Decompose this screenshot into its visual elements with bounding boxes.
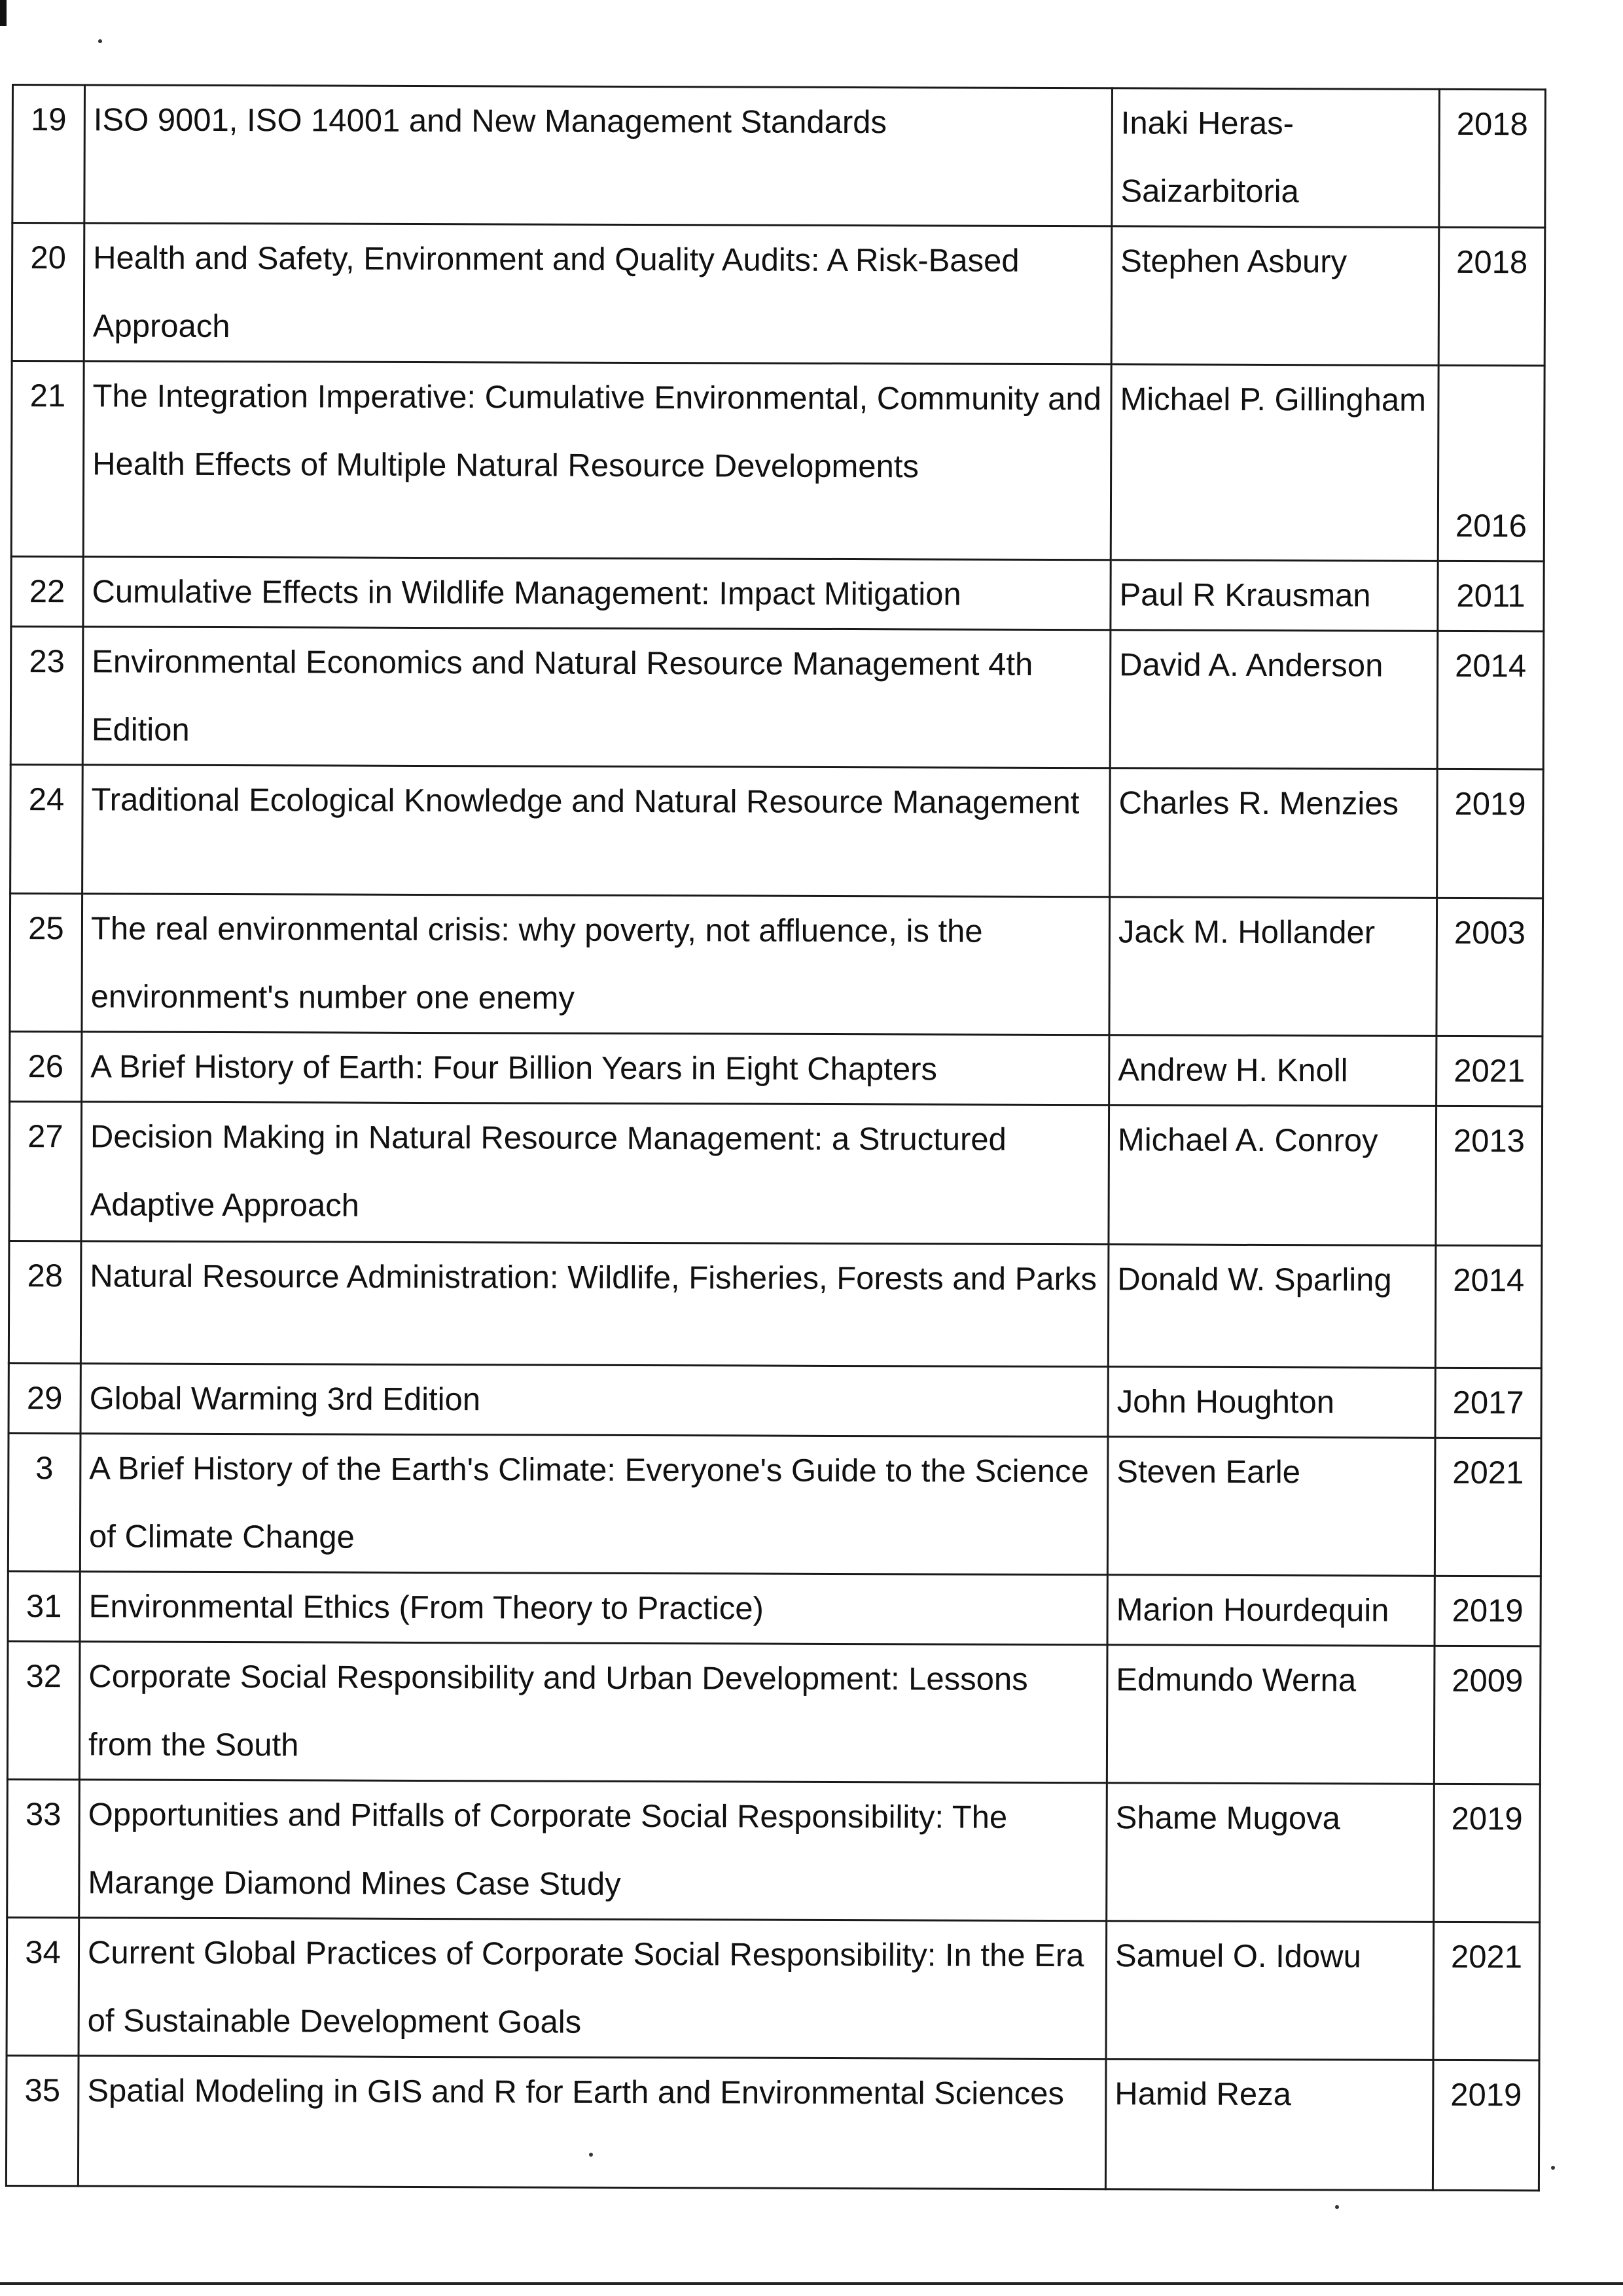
row-number: 20	[12, 223, 84, 361]
book-author: Shame Mugova	[1107, 1783, 1435, 1922]
book-author: Andrew H. Knoll	[1109, 1035, 1436, 1106]
book-year: 2003	[1436, 898, 1543, 1036]
book-title: Global Warming 3rd Edition	[80, 1364, 1108, 1437]
table-row	[7, 1641, 1541, 1784]
row-number: 24	[10, 764, 83, 893]
table-row	[10, 764, 1544, 898]
scan-speck	[589, 2153, 593, 2157]
table-row	[12, 223, 1545, 366]
book-year: 2018	[1439, 89, 1546, 228]
book-year: 2019	[1433, 2060, 1539, 2191]
book-year: 2021	[1435, 1438, 1541, 1576]
row-number: 19	[12, 85, 85, 223]
book-title: A Brief History of the Earth's Climate: Everyone's Guide to the Science of Climate Change	[80, 1434, 1108, 1575]
row-number: 21	[11, 361, 84, 557]
table-row	[10, 893, 1543, 1036]
book-title: Environmental Economics and Natural Resource Management 4th Edition	[82, 627, 1111, 768]
table-row	[9, 1363, 1541, 1438]
table-row	[8, 1571, 1541, 1646]
row-number: 32	[7, 1641, 80, 1779]
book-author: Paul R Krausman	[1111, 560, 1438, 631]
row-number: 26	[10, 1031, 82, 1101]
row-number: 23	[10, 627, 83, 765]
row-number: 31	[8, 1571, 80, 1641]
book-author: Jack M. Hollander	[1109, 897, 1437, 1036]
row-number: 25	[10, 893, 82, 1031]
table-row	[11, 361, 1544, 561]
book-title: Natural Resource Administration: Wildlife, Fisheries, Forests and Parks	[80, 1241, 1109, 1367]
book-year: 2021	[1433, 1922, 1540, 2060]
table-row	[9, 1241, 1542, 1368]
table-row	[11, 557, 1544, 631]
book-author: Samuel O. Idowu	[1106, 1921, 1434, 2060]
book-year: 2017	[1435, 1368, 1541, 1438]
scan-edge-mark	[0, 0, 7, 26]
row-number: 34	[7, 1917, 79, 2055]
table-row	[8, 1433, 1541, 1576]
book-author: Marion Hourdequin	[1107, 1575, 1435, 1646]
scan-speck	[1335, 2205, 1339, 2209]
table-row	[7, 1779, 1541, 1922]
book-title: Traditional Ecological Knowledge and Natural Resource Management	[82, 765, 1111, 897]
book-author: Michael P. Gillingham	[1111, 364, 1438, 561]
book-list-table	[5, 84, 1546, 2191]
book-year: 2021	[1436, 1036, 1543, 1106]
book-title: Environmental Ethics (From Theory to Practice)	[80, 1572, 1107, 1645]
book-author: Inaki Heras-Saizarbitoria	[1112, 88, 1440, 228]
book-author: Michael A. Conroy	[1109, 1105, 1436, 1246]
book-year: 2019	[1435, 1576, 1541, 1646]
row-number: 22	[11, 557, 83, 627]
book-year: 2014	[1437, 631, 1544, 769]
book-title: Spatial Modeling in GIS and R for Earth and Environmental Sciences	[78, 2056, 1106, 2189]
book-title: Opportunities and Pitfalls of Corporate Social Responsibility: The Marange Diamond Mines Case Study	[79, 1780, 1107, 1921]
book-title: The Integration Imperative: Cumulative Environmental, Community and Health Effects of Multiple Natural Resource Developments	[83, 361, 1111, 560]
book-year: 2016	[1438, 365, 1544, 561]
book-author: Steven Earle	[1107, 1437, 1435, 1576]
book-title: Cumulative Effects in Wildlife Management: Impact Mitigation	[83, 557, 1111, 630]
row-number: 28	[9, 1241, 81, 1363]
book-year: 2019	[1434, 1784, 1541, 1922]
row-number: 3	[8, 1433, 80, 1571]
table-row	[10, 627, 1544, 769]
table-row	[12, 85, 1546, 228]
row-number: 35	[6, 2055, 79, 2185]
book-year: 2011	[1438, 561, 1544, 631]
book-author: David A. Anderson	[1110, 630, 1438, 769]
book-year: 2018	[1438, 227, 1545, 366]
book-author: Donald W. Sparling	[1108, 1245, 1436, 1368]
table-row	[10, 1031, 1543, 1106]
book-title: Decision Making in Natural Resource Management: a Structured Adaptive Approach	[81, 1102, 1109, 1245]
table-row	[6, 2055, 1539, 2190]
table-row	[7, 1917, 1540, 2060]
scan-speck	[1551, 2166, 1555, 2170]
row-number: 33	[7, 1779, 80, 1917]
book-year: 2014	[1435, 1245, 1542, 1368]
book-year: 2019	[1437, 769, 1544, 898]
book-author: Stephen Asbury	[1111, 226, 1439, 366]
book-title: The real environmental crisis: why poverty, not affluence, is the environment's number one enemy	[82, 894, 1110, 1035]
row-number: 27	[9, 1101, 82, 1241]
book-title: A Brief History of Earth: Four Billion Years in Eight Chapters	[82, 1032, 1109, 1105]
table-row	[9, 1101, 1543, 1245]
book-year: 2009	[1434, 1646, 1541, 1784]
book-author: Charles R. Menzies	[1110, 768, 1438, 898]
book-author: Hamid Reza	[1105, 2059, 1433, 2191]
page-bottom-rule	[0, 2282, 1623, 2285]
row-number: 29	[9, 1363, 80, 1433]
book-author: Edmundo Werna	[1107, 1645, 1435, 1784]
scan-speck	[98, 39, 102, 43]
book-title: Current Global Practices of Corporate Social Responsibility: In the Era of Sustainable Development Goals	[79, 1918, 1107, 2059]
book-author: John Houghton	[1108, 1367, 1435, 1438]
book-title: ISO 9001, ISO 14001 and New Management Standards	[84, 85, 1113, 226]
book-year: 2013	[1436, 1106, 1543, 1246]
book-title: Health and Safety, Environment and Quality Audits: A Risk-Based Approach	[84, 223, 1112, 364]
book-title: Corporate Social Responsibility and Urban Development: Lessons from the South	[79, 1642, 1107, 1783]
